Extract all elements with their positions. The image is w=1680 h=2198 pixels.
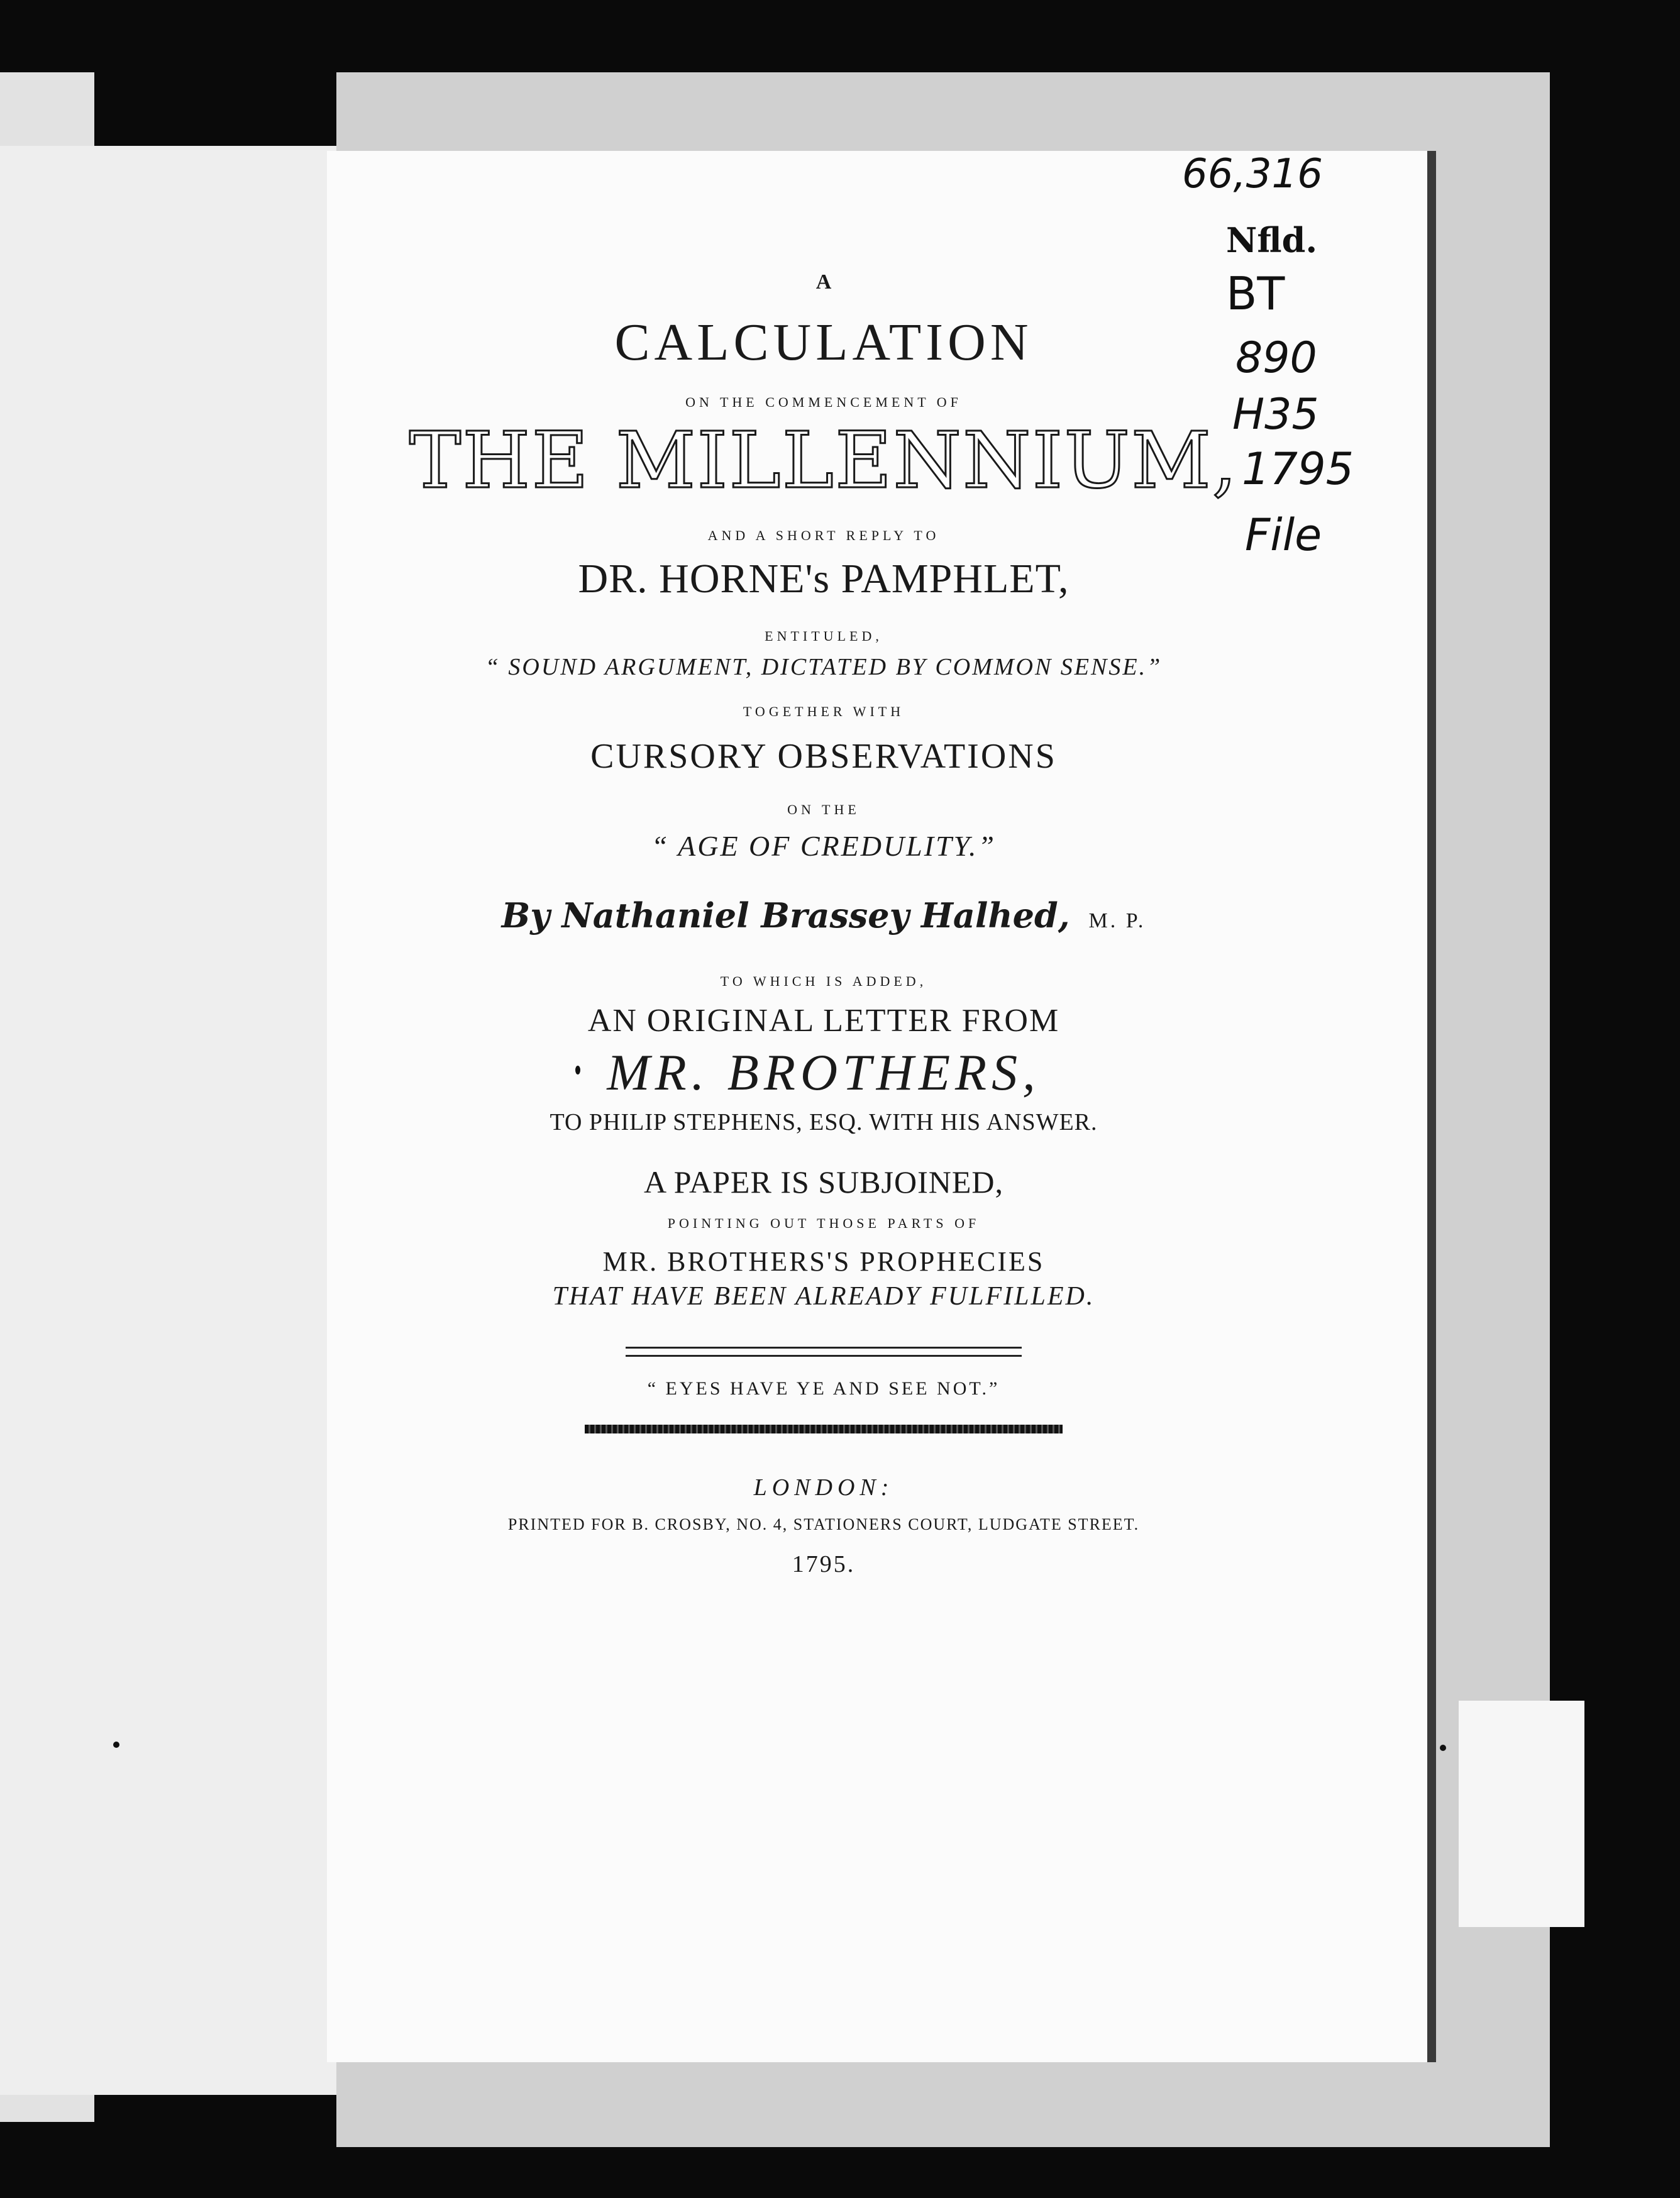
pointing-line: POINTING OUT THOSE PARTS OF <box>667 1215 980 1231</box>
lower-rule <box>585 1425 1063 1433</box>
place-london: LONDON: <box>753 1474 894 1501</box>
prophecies-line: MR. BROTHERS'S PROPHECIES <box>602 1246 1045 1277</box>
pamphlet-title: DR. HORNE's PAMPHLET, <box>578 556 1069 602</box>
imprint-line: PRINTED FOR B. CROSBY, NO. 4, STATIONERS COURT, LUDGATE STREET. <box>507 1515 1140 1533</box>
subclass-code: 890 <box>1235 333 1317 383</box>
cursory-observations: CURSORY OBSERVATIONS <box>590 737 1057 776</box>
speck-mark <box>1440 1745 1446 1751</box>
paper-slip <box>1459 1701 1584 1927</box>
on-the-line: ON THE <box>787 802 860 817</box>
paper-subjoined-line: A PAPER IS SUBJOINED, <box>643 1164 1004 1200</box>
accession-number: 66,316 <box>1182 151 1323 197</box>
subtitle-commencement: ON THE COMMENCEMENT OF <box>685 394 962 410</box>
catalog-year: 1795 <box>1242 443 1354 495</box>
speck-mark <box>113 1742 119 1748</box>
together-line: TOGETHER WITH <box>743 704 905 719</box>
mr-brothers-title: MR. BROTHERS, <box>607 1044 1041 1101</box>
class-code: BT <box>1226 267 1285 320</box>
fulfilled-line: THAT HAVE BEEN ALREADY FULFILLED. <box>552 1282 1095 1311</box>
author-name: By Nathaniel Brassey Halhed, <box>501 895 1070 936</box>
original-letter-line: AN ORIGINAL LETTER FROM <box>587 1003 1060 1039</box>
entitled-line: ENTITULED, <box>765 628 883 644</box>
main-title-millennium: THE MILLENNIUM, <box>409 416 1239 506</box>
title-article: A <box>815 270 832 294</box>
title-calculation: CALCULATION <box>614 313 1033 372</box>
cutter-code: H35 <box>1232 390 1319 439</box>
reply-line: AND A SHORT REPLY TO <box>707 527 940 543</box>
file-note: File <box>1245 509 1322 561</box>
author-byline <box>352 895 1295 936</box>
facing-page <box>0 146 340 2095</box>
age-of-credulity: “ AGE OF CREDULITY.” <box>651 830 997 862</box>
upper-rule <box>626 1347 1022 1357</box>
imprint-date: 1795. <box>792 1551 856 1577</box>
added-line: TO WHICH IS ADDED, <box>720 973 927 989</box>
title-page-text <box>352 264 1295 1578</box>
author-suffix: M. P. <box>1088 909 1146 932</box>
quoted-title: “ SOUND ARGUMENT, DICTATED BY COMMON SENSE.” <box>485 654 1163 680</box>
philip-stephens-line: TO PHILIP STEPHENS, ESQ. WITH HIS ANSWER. <box>550 1109 1098 1135</box>
epigraph: “ EYES HAVE YE AND SEE NOT.” <box>647 1378 1000 1399</box>
collection-code: Nfld. <box>1226 220 1318 260</box>
